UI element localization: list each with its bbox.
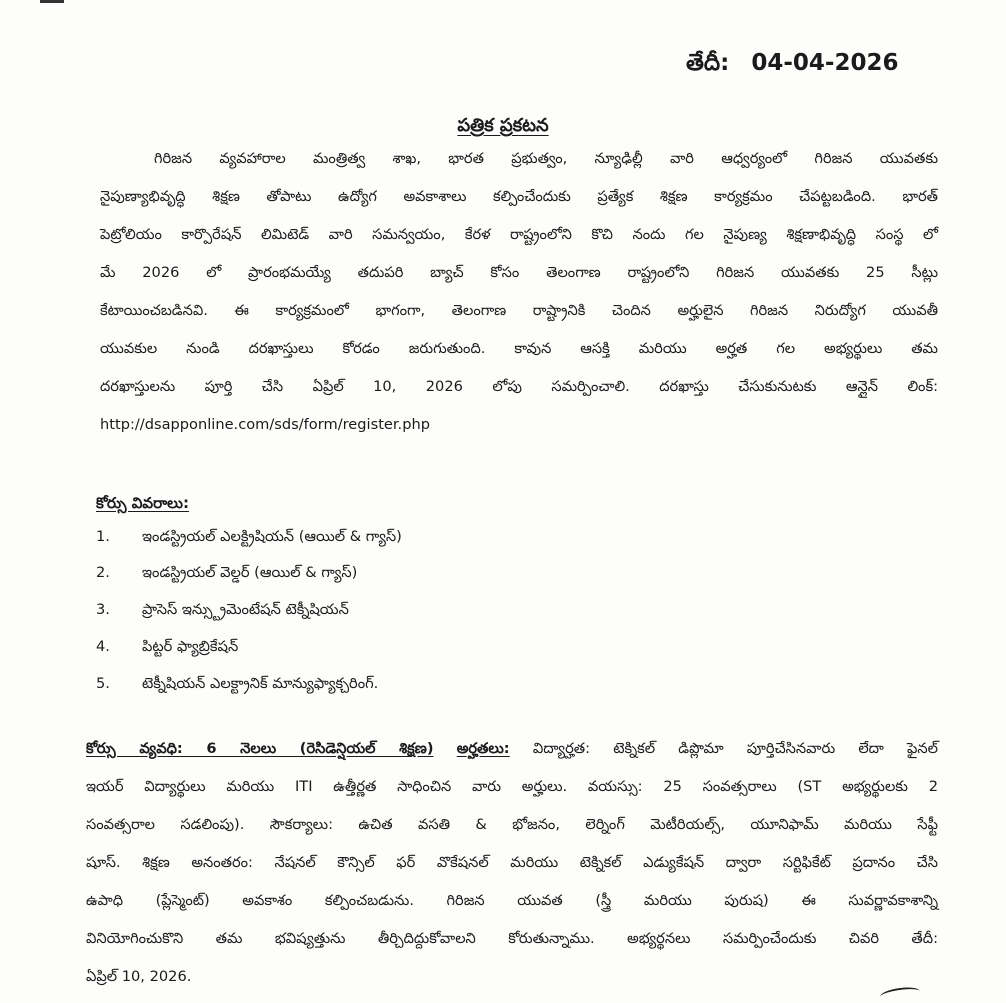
course-name: ప్రాసెస్ ఇన్స్ట్రుమెంటేషన్ టెక్నీషియన్ bbox=[142, 601, 349, 618]
scan-mark bbox=[40, 0, 64, 3]
course-name: పిట్టర్ ఫ్యాబ్రికేషన్ bbox=[142, 638, 239, 655]
intro-line: మే 2026 లో ప్రారంభమయ్యే తదుపరి బ్యాచ్ కోసం తెలంగాణ రాష్ట్రంలోని గిరిజన యువతకు 25 సీట్లు bbox=[100, 264, 938, 281]
date-row bbox=[686, 50, 898, 82]
list-item bbox=[96, 528, 896, 552]
courses-heading: కోర్సు వివరాలు: bbox=[96, 494, 189, 512]
intro-line: గిరిజన వ్యవహారాల మంత్రిత్వ శాఖ, భారత ప్రభుత్వం, న్యూఢిల్లీ వారి ఆధ్వర్యంలో గిరిజన యువతకు bbox=[154, 150, 938, 167]
application-link[interactable]: http://dsapponline.com/sds/form/register.php bbox=[100, 416, 430, 433]
details-line: ఉపాధి (ప్లేస్మెంట్) అవకాశం కల్పించబడును. గిరిజన యువత (స్త్రీ మరియు పురుష) ఈ సువర్ణావకాశాన్ని bbox=[86, 892, 938, 909]
eligibility-heading: అర్హతలు: bbox=[456, 740, 510, 757]
date-label: తేదీ: bbox=[686, 50, 730, 76]
course-name: ఇండస్ట్రియల్ వెల్డర్ (ఆయిల్ & గ్యాస్) bbox=[142, 564, 358, 581]
signature-mark bbox=[879, 985, 920, 1002]
course-number: 5. bbox=[96, 675, 110, 692]
eligibility-text: విద్యార్హత: టెక్నికల్ డిప్లొమా పూర్తిచేసినవారు లేదా ఫైనల్ bbox=[532, 740, 939, 757]
list-item bbox=[96, 564, 896, 588]
details-line bbox=[86, 740, 938, 758]
intro-line: యువకుల నుండి దరఖాస్తులు కోరడం జరుగుతుంది. కావున ఆసక్తి మరియు అర్హత గల అభ్యర్థులు తమ bbox=[100, 340, 938, 357]
intro-line: నైపుణ్యాభివృద్ధి శిక్షణ తోపాటు ఉద్యోగ అవకాశాలు కల్పించేందుకు ప్రత్యేక శిక్షణ కార్యక్రమం చేపట్టబడింది. భారత్ bbox=[100, 188, 938, 205]
details-line: ఇయర్ విద్యార్థులు మరియు ITI ఉత్తీర్ణత సాధించిన వారు అర్హులు. వయస్సు: 25 సంవత్సరాలు (ST అభ్యర్థులకు 2 bbox=[86, 778, 938, 795]
course-name: ఇండస్ట్రియల్ ఎలక్ట్రిషియన్ (ఆయిల్ & గ్యాస్) bbox=[142, 528, 402, 545]
details-line: షూస్. శిక్షణ అనంతరం: నేషనల్ కౌన్సిల్ ఫర్ వొకేషనల్ మరియు టెక్నికల్ ఎడ్యుకేషన్ ద్వారా సర్టిఫికేట్ ప్రదానం చేసి bbox=[86, 854, 938, 871]
course-name: టెక్నీషియన్ ఎలక్ట్రానిక్ మాన్యుఫ్యాక్చరింగ్. bbox=[142, 675, 379, 692]
page-title: పత్రిక ప్రకటన bbox=[457, 115, 549, 136]
intro-line: పెట్రోలియం కార్పొరేషన్ లిమిటెడ్ వారి సమన్వయం, కేరళ రాష్ట్రంలోని కొచి నందు గల నైపుణ్య శిక్షణాభివృద్ధి సంస్థ లో bbox=[100, 226, 938, 243]
date-value: 04-04-2026 bbox=[751, 50, 899, 76]
intro-line: దరఖాస్తులను పూర్తి చేసి ఏప్రిల్ 10, 2026 లోపు సమర్పించాలి. దరఖాస్తు చేసుకునుటకు ఆన్లైన్ లింక్: bbox=[100, 378, 938, 395]
course-number: 1. bbox=[96, 528, 110, 545]
course-number: 2. bbox=[96, 564, 110, 581]
details-line: సంవత్సరాల సడలింపు). సౌకర్యాలు: ఉచిత వసతి & భోజనం, లెర్నింగ్ మెటీరియల్స్, యూనిఫామ్ మరియు సేఫ్టీ bbox=[86, 816, 938, 833]
list-item bbox=[96, 601, 896, 625]
course-number: 3. bbox=[96, 601, 110, 618]
list-item bbox=[96, 675, 896, 699]
course-duration: కోర్సు వ్యవధి: 6 నెలలు (రెసిడెన్షియల్ శిక్షణ) bbox=[86, 740, 434, 757]
course-number: 4. bbox=[96, 638, 110, 655]
details-line: ఏప్రిల్ 10, 2026. bbox=[86, 968, 192, 985]
list-item bbox=[96, 638, 896, 662]
details-line: వినియోగించుకొని తమ భవిష్యత్తును తీర్చిదిద్దుకోవాలని కోరుతున్నాము. అభ్యర్థనలు సమర్పించేందుకు చివరి తేదీ: bbox=[86, 930, 938, 947]
intro-line: కేటాయించబడినవి. ఈ కార్యక్రమంలో భాగంగా, తెలంగాణ రాష్ట్రానికి చెందిన అర్హులైన గిరిజన నిరుద్యోగ యువతీ bbox=[100, 302, 938, 319]
